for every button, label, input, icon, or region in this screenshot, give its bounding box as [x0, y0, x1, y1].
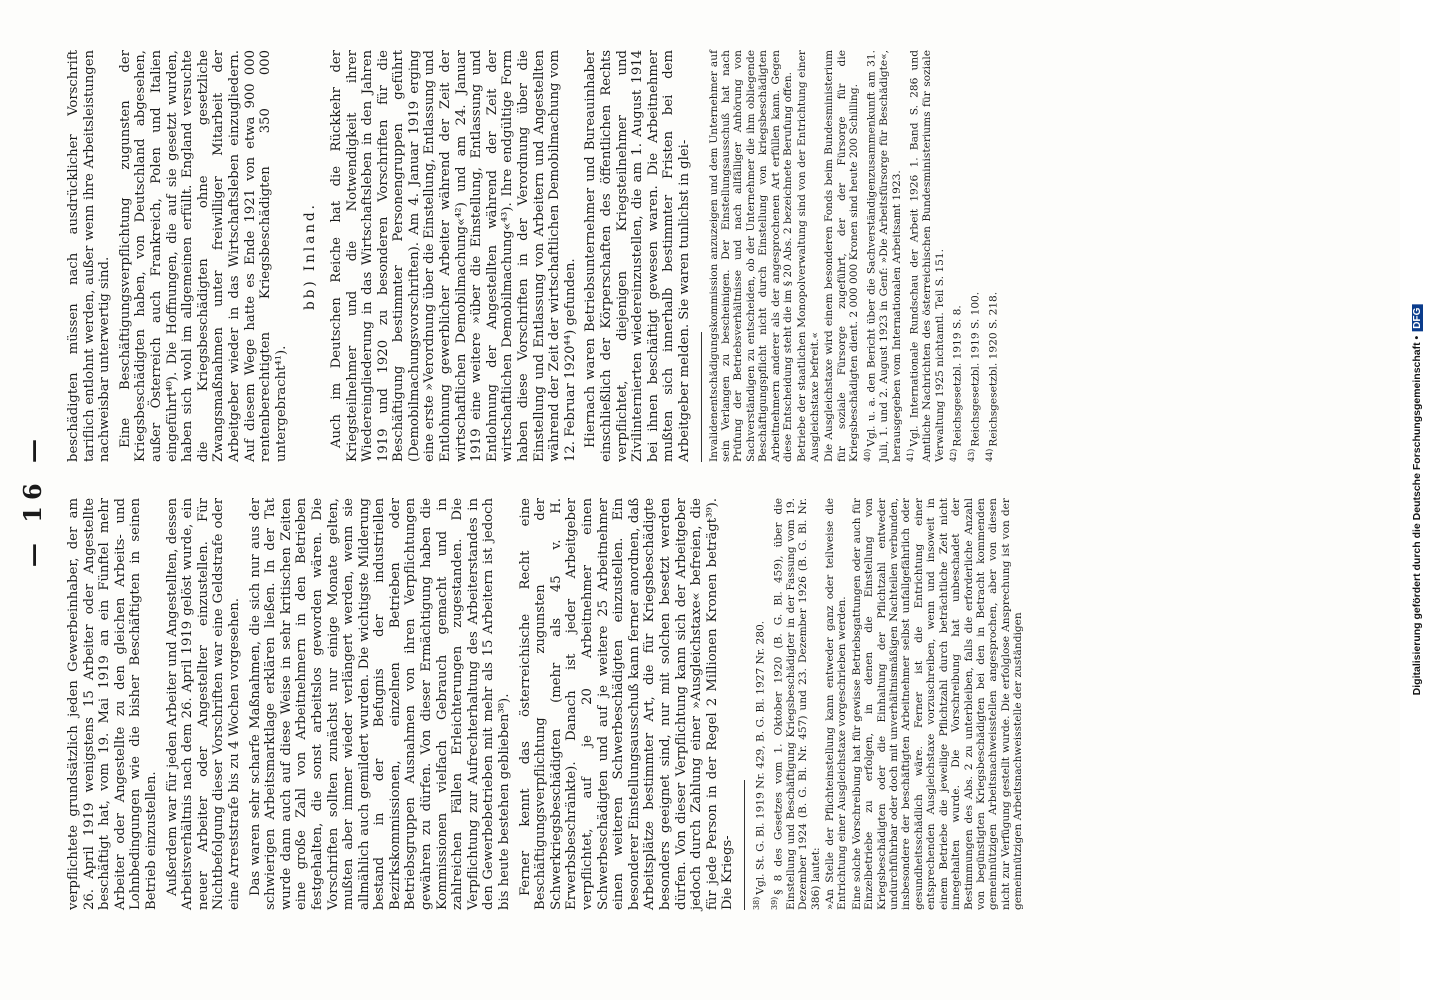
- footnote-number: 44): [984, 448, 994, 462]
- footnote-text: Reichsgesetzbl. 1919 S. 8.: [951, 305, 964, 447]
- paragraph: Das waren sehr scharfe Maßnahmen, die sich nur aus der schwierigen Arbeitsmarktlage erklären ließen. In der Tat wurde dann auch auf diese Weise in sehr kritischen Zeiten eine große Zahl von Arbeitnehmern in den Betrieben festgehalten, die sonst arbeitslos geworden wären. Die Vorschriften sollten zunächst nur einige Monate gelten, mußten aber immer wieder verlängert werden, wenn sie allmählich auch gemildert wurden. Die wichtigste Milderung bestand in der Befugnis der industriellen Bezirkskommissionen, einzelnen Betrieben oder Betriebsgruppen Ausnahmen von ihren Verpflichtungen gewähren zu dürfen. Von dieser Ermächtigung haben die Kommissionen vielfach Gebrauch gemacht und in zahlreichen Fällen Erleichterungen zugestanden. Die Verpflichtung zur Aufrechterhaltung des Arbeiterstandes in den Gewerbebetrieben mit mehr als 15 Arbeitern ist jedoch bis heute bestehen geblieben³⁸).: [247, 498, 513, 910]
- paragraph: Eine Beschäftigungsverpflichtung zugunsten der Kriegsbeschädigten haben, von Deutschland abgesehen, außer Österreich auch Frankreich, Polen und Italien eingeführt⁴⁰). Die Hoffnungen, die auf sie gesetzt wurden, haben sich wohl im allgemeinen erfüllt. England versuchte die Kriegsbeschädigten ohne gesetzliche Zwangsmaßnahmen unter freiwilliger Mitarbeit der Arbeitgeber wieder in das Wirtschaftsleben einzugliedern. Auf diesem Wege hatte es Ende 1921 von etwa 900 000 rentenberechtigten Kriegsbeschädigten 350 000 untergebracht⁴¹).: [117, 50, 289, 462]
- footnote: [796, 50, 821, 462]
- footnote-divider: [744, 780, 745, 910]
- digitization-credit: [1411, 305, 1423, 696]
- footnote: [984, 50, 1000, 462]
- footnote: [823, 50, 860, 462]
- footnote-text: Eine solche Vorschreibung hat für gewisse Betriebsgattungen oder auch für Einzelbetriebe zu erfolgen, in denen die Einstellung von Kriegsbeschädigten oder die Einhaltung der Pflichtzahl entweder undurchführbar oder doch mit unverhältnismäßigen Nachteilen verbunden, insbesondere der beschäftigten Arbeitnehmer selbst unfallgefährlich oder gesundheitsschädlich wäre. Ferner ist die Entrichtung einer entsprechenden Ausgleichstaxe vorzuschreiben, wenn und insoweit in einem Betriebe die jeweilige Pflichtzahl durch beträchtliche Zeit nicht innegehalten wurde. Die Vorschreibung hat unbeschadet der Bestimmungen des Abs. 2 zu unterbleiben, falls die erforderliche Anzahl von begünstigten Kriegsbeschädigten bei den in Betracht kommenden gemeinnützigen Arbeitsnachweisstellen angesprochen, aber von diesen nicht zur Verfügung gestellt wurde. Die erfolglose Ansprechung ist von der gemeinnützigen Arbeitsnachweisstelle der zuständigen: [850, 498, 1025, 910]
- footnote-text: Vgl. St. G. Bl. 1919 Nr. 429, B. G. Bl. 1927 Nr. 280.: [754, 620, 767, 895]
- paragraph: Auch im Deutschen Reiche hat die Rückkehr der Kriegsteilnehmer und die Notwendigkeit ihrer Wiedereingliederung in das Wirtschaftsleben in den Jahren 1919 und 1920 zu besonderen Vorschriften für die Beschäftigung bestimmter Personengruppen geführt (Demobilmachungsvorschriften). Am 4. Januar 1919 erging eine erste »Verordnung über die Einstellung, Entlassung und Entlohnung gewerblicher Arbeiter während der Zeit der wirtschaftlichen Demobilmachung«⁴²) und am 24. Januar 1919 eine weitere »über die Einstellung, Entlassung und Entlohnung der Angestellten während der Zeit der wirtschaftlichen Demobilmachung«⁴³). Ihre endgültige Form haben diese Vorschriften in der Verordnung über die Einstellung und Entlassung von Arbeitern und Angestellten während der Zeit der wirtschaftlichen Demobilmachung vom 12. Februar 1920⁴⁴) gefunden.: [328, 50, 578, 462]
- dfg-logo: DFG: [1412, 305, 1423, 332]
- right-footnotes: [708, 50, 1000, 462]
- footnote-divider: [701, 332, 702, 462]
- footnote: [862, 50, 903, 462]
- footnote-number: 38): [751, 896, 761, 910]
- footnote-number: 41): [906, 448, 916, 462]
- paragraph: Hiernach waren Betriebsunternehmer und Bureauinhaber einschließlich der Körperschaften des öffentlichen Rechts verpflichtet, diejenigen Kriegsteilnehmer und Zivilinternierten wiedereinzustellen, die am 1. August 1914 bei ihnen beschäftigt gewesen waren. Die Arbeitnehmer mußten sich innerhalb bestimmter Fristen bei dem Arbeitgeber melden. Sie waren tunlichst in glei-: [583, 50, 692, 462]
- paragraph: verpflichtete grundsätzlich jeden Gewerbeinhaber, der am 26. April 1919 wenigstens 15 Arbeiter oder Angestellte beschäftigt hat, vom 19. Mai 1919 an ein Fünftel mehr Arbeiter oder Angestellte zu den gleichen Arbeits- und Lohnbedingungen wie die bisher Beschäftigten in seinen Betrieb einzustellen.: [66, 498, 159, 910]
- footnote-text: Die Ausgleichstaxe wird einem besonderen Fonds beim Bundesministerium für soziale Fürsorge zugeführt, der der Fürsorge für die Kriegsbeschädigten dient. 2 000 000 Kronen sind heute 200 Schilling.: [823, 50, 861, 462]
- footnote: [966, 50, 982, 462]
- footnote-text: »An Stelle der Pflichteinstellung kann entweder ganz oder teilweise die Entrichtung einer Ausgleichstaxe vorgeschrieben werden.: [824, 498, 849, 910]
- footnote-number: 39): [769, 896, 779, 910]
- footnote-text: Vgl. Internationale Rundschau der Arbeit 1926 1. Band S. 286 und Amtliche Nachrichten des österreichischen Bundesministeriums für soziale Verwaltung 1925 nichtamtl. Teil S. 151.: [908, 50, 946, 462]
- footnote: [905, 50, 946, 462]
- footnote-text: Reichsgesetzbl. 1920 S. 218.: [987, 291, 1000, 447]
- document-page: [0, 20, 1400, 980]
- footnote: [708, 50, 795, 462]
- footnote: [948, 50, 964, 462]
- left-column: [66, 498, 1027, 910]
- paragraph: Ferner kennt das österreichische Recht eine Beschäftigungsverpflichtung zugunsten der Schwerkriegsbeschädigten (mehr als 45 v. H. Erwerbsbeschränkte). Danach ist jeder Arbeitgeber verpflichtet, auf je 20 Arbeitnehmer einen Schwerbeschädigten und auf je weitere 25 Arbeitnehmer einen weiteren Schwerbeschädigten einzustellen. Ein besonderer Einstellungsausschuß kann ferner anordnen, daß Arbeitsplätze bestimmter Art, die für Kriegsbeschädigte besonders geeignet sind, nur mit solchen besetzt werden dürfen. Von dieser Verpflichtung kann sich der Arbeitgeber jedoch durch Zahlung einer »Ausgleichstaxe« befreien, die für jede Person in der Regel 2 Millionen Kronen beträgt³⁹). Die Kriegs-: [517, 498, 736, 910]
- footnote-text: Reichsgesetzbl. 1919 S. 100.: [969, 291, 982, 447]
- left-footnotes: [751, 498, 1025, 910]
- footnote-text: Vgl. u. a. den Bericht über die Sachverständigenzusammenkunft am 31. Juli, 1. und 2. August 1923 in Genf: »Die Arbeitsfürsorge für Beschädigte«, herausgegeben vom Internationalen Arbeitsamt 1923.: [865, 50, 903, 462]
- page-number: — 16 —: [18, 432, 47, 568]
- footnote-text: Betriebe der staatlichen Monopolverwaltung sind von der Entrichtung einer Ausgleichstaxe befreit.«: [796, 50, 821, 462]
- right-body: [66, 50, 693, 462]
- footnote: [751, 498, 767, 910]
- footnote: [851, 498, 1025, 910]
- section-heading: bb) Inland.: [302, 202, 319, 310]
- left-body: [66, 498, 736, 910]
- footnote-number: 43): [966, 448, 976, 462]
- footnote-number: 42): [948, 448, 958, 462]
- credit-text: Digitalisierung gefördert durch die Deutsche Forschungsgemeinschaft •: [1411, 335, 1423, 696]
- right-column: [66, 50, 1002, 462]
- footnote: [769, 498, 822, 910]
- paragraph: Außerdem war für jeden Arbeiter und Angestellten, dessen Arbeitsverhältnis nach dem 26. April 1919 gelöst wurde, ein neuer Arbeiter oder Angestellter einzustellen. Für Nichtbefolgung dieser Vorschriften war eine Geldstrafe oder eine Arreststrafe bis zu 4 Wochen vorgesehen.: [164, 498, 242, 910]
- footnote-text: § 8 des Gesetzes vom 1. Oktober 1920 (B. G. Bl. 459), über die Einstellung und Beschäftigung Kriegsbeschädigter in der Fassung vom 19. Dezember 1924 (B. G. Bl. Nr. 457) und 23. Dezember 1926 (B. G. Bl. Nr. 386) lautet:: [772, 498, 822, 910]
- paragraph: beschädigten müssen nach ausdrücklicher Vorschrift tariflich entlohnt werden, außer wenn ihre Arbeitsleistungen nachweisbar unterwertig sind.: [66, 50, 113, 462]
- footnote: [824, 498, 849, 910]
- footnote-text: Invalidenentschädigungskommission anzuzeigen und dem Unternehmer auf sein Verlangen zu bescheinigen. Der Einstellungsausschuß hat nach Prüfung der Betriebsverhältnisse und nach allfälliger Anhörung von Sachverständigen zu entscheiden, ob der Unternehmer die ihm obliegende Beschäftigungspflicht nicht durch Einstellung von kriegsbeschädigten Arbeitnehmern anderer als der angesprochenen Art erfüllen kann. Gegen diese Entscheidung steht die im § 20 Abs. 2 bezeichnete Berufung offen.: [707, 50, 794, 462]
- digitization-credit-strip: [1400, 0, 1434, 1000]
- footnote-number: 40): [863, 448, 873, 462]
